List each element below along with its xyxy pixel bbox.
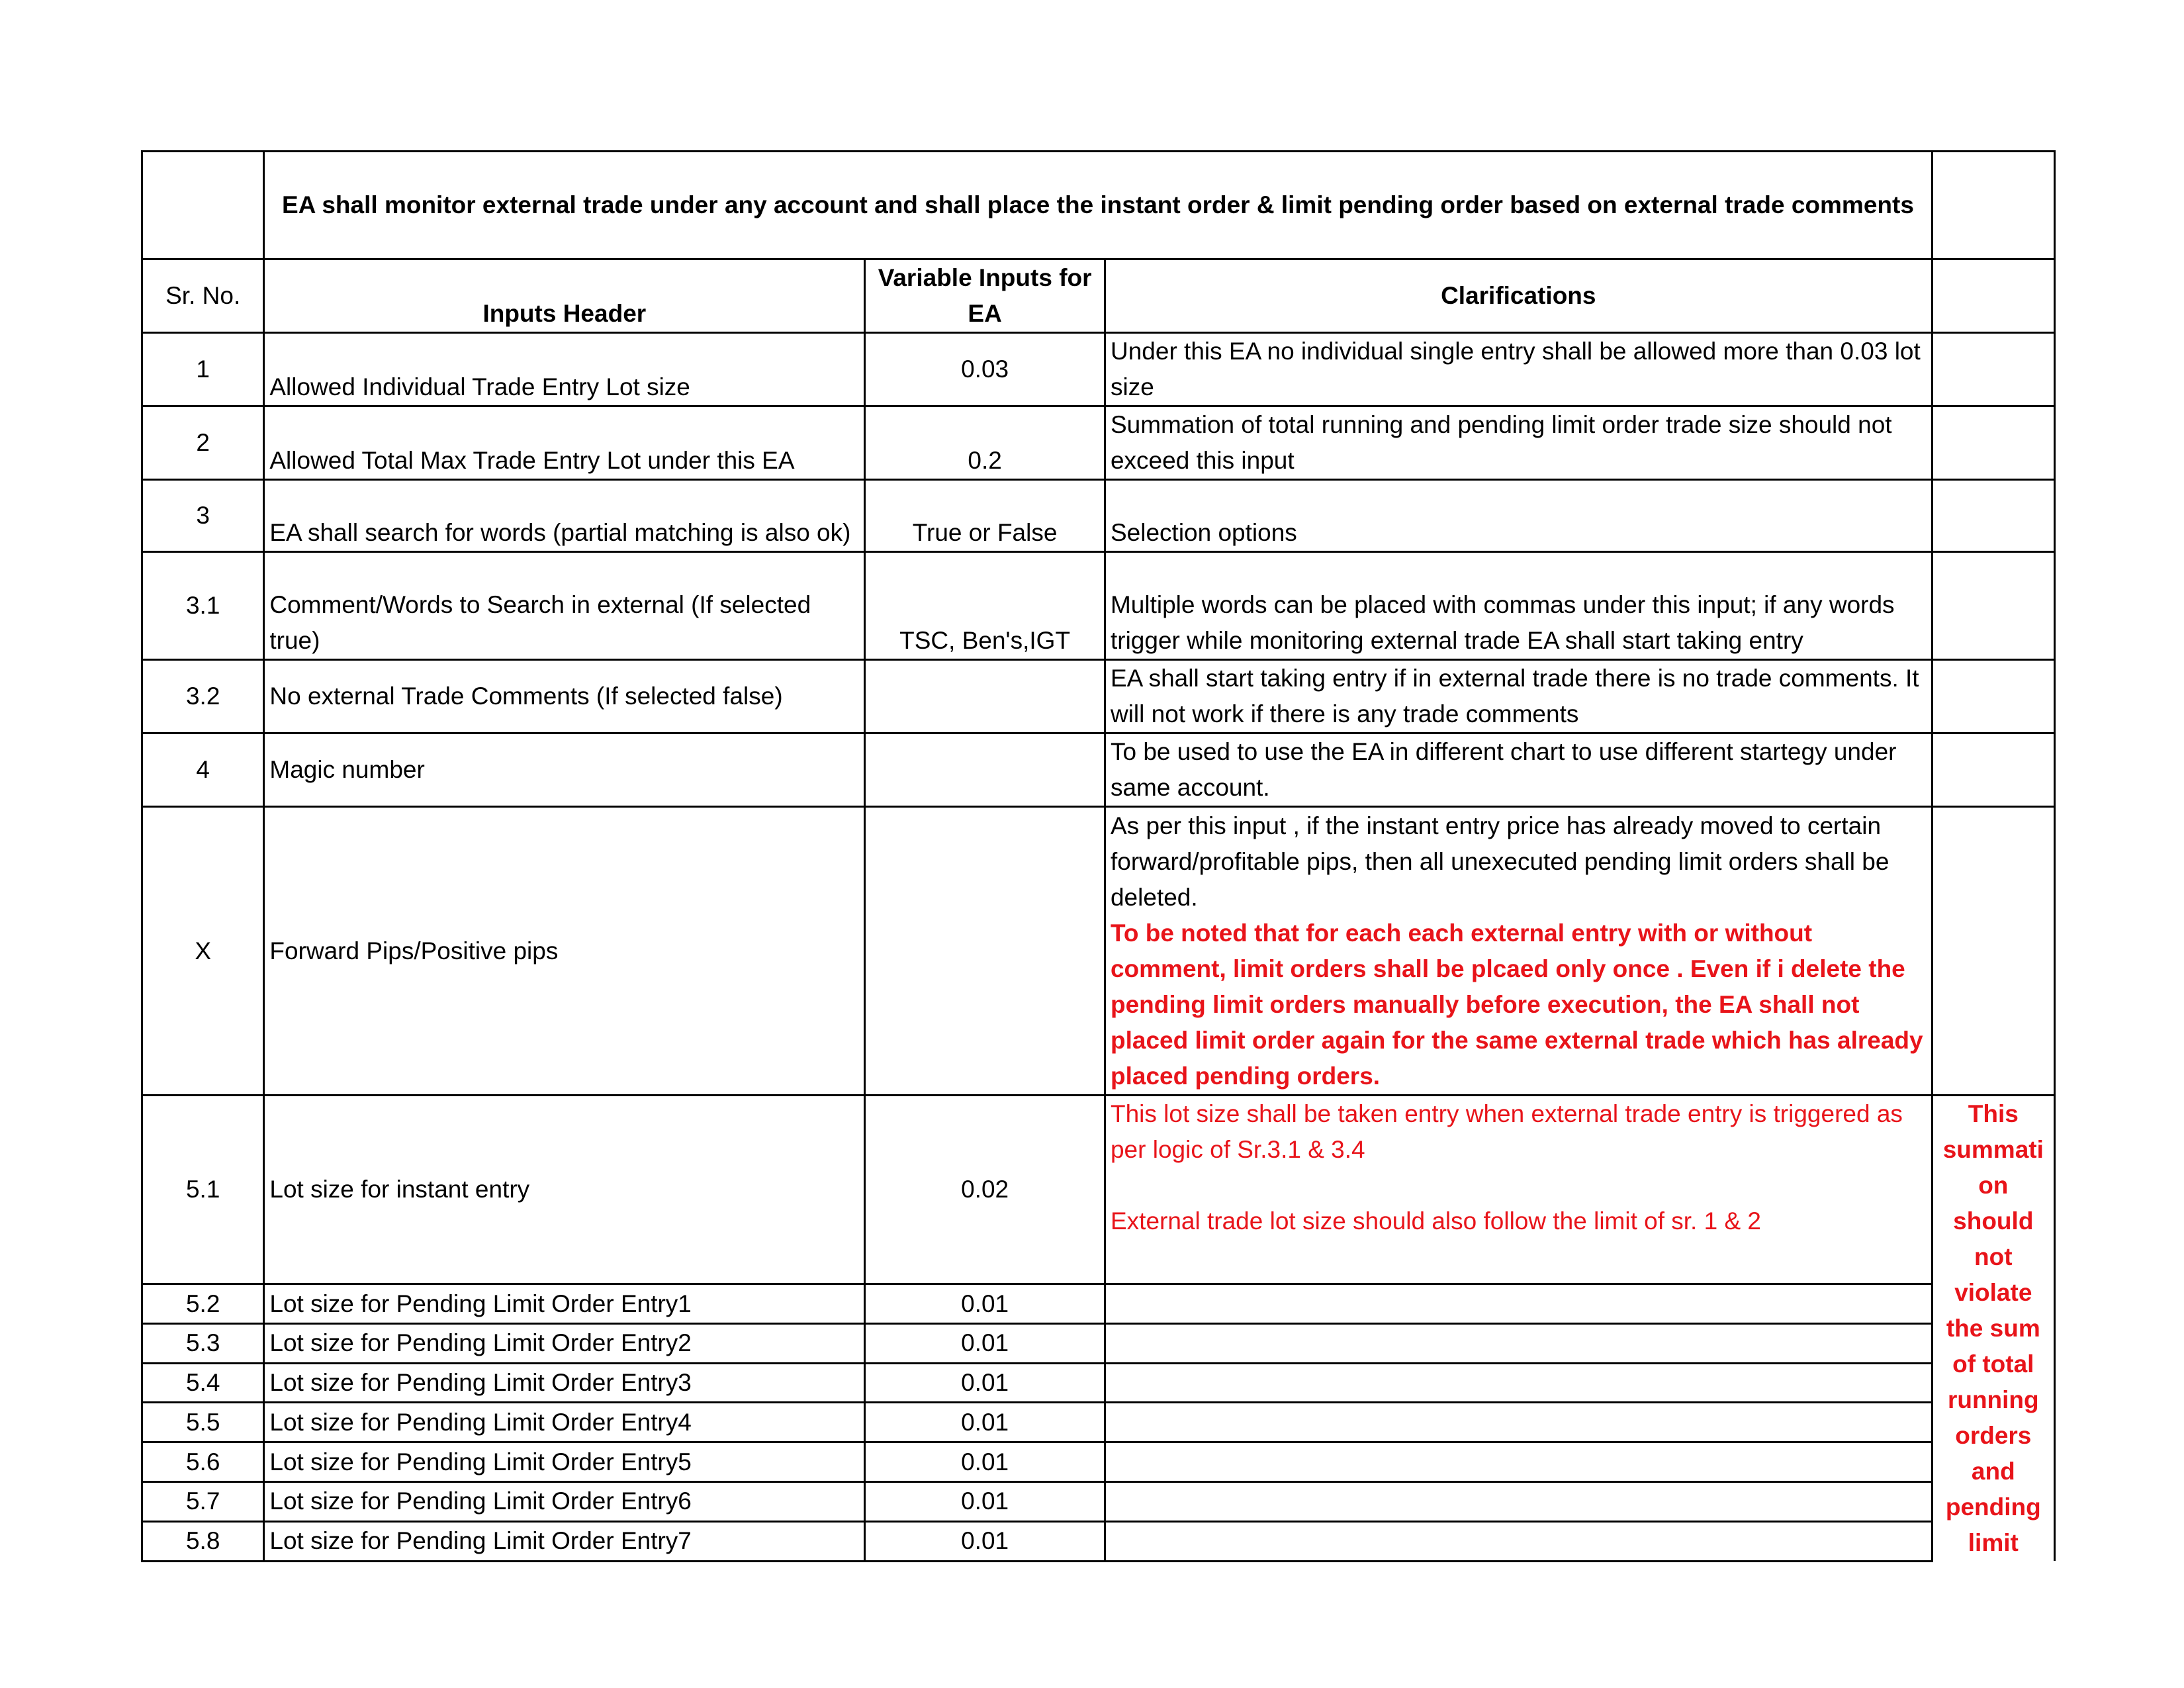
row-clarification: Under this EA no individual single entry shall be allowed more than 0.03 lot size	[1105, 333, 1932, 406]
row-value: True or False	[865, 480, 1105, 552]
side-note-line: This	[1968, 1100, 2019, 1127]
row-clarification: To be used to use the EA in different chart to use different startegy under same account.	[1105, 733, 1932, 807]
row-clarification	[1105, 1323, 1932, 1363]
row-side-cell	[1932, 406, 2054, 480]
row-value: 0.03	[865, 333, 1105, 406]
row-side-cell	[1932, 660, 2054, 733]
header-clarifications: Clarifications	[1105, 259, 1932, 333]
row-sr: 5.2	[142, 1284, 264, 1324]
clarification-text: External trade lot size should also follow the limit of sr. 1 & 2	[1110, 1207, 1762, 1235]
spacer	[1111, 1168, 1927, 1203]
row-side-cell	[1932, 480, 2054, 552]
header-inputs: Inputs Header	[264, 259, 865, 333]
row-input: Allowed Individual Trade Entry Lot size	[264, 333, 865, 406]
header-side-cell	[1932, 259, 2054, 333]
row-input: Allowed Total Max Trade Entry Lot under this EA	[264, 406, 865, 480]
row-sr: 5.3	[142, 1323, 264, 1363]
row-clarification	[1105, 1481, 1932, 1521]
table-row	[142, 552, 2055, 660]
side-note-line: on should	[1953, 1172, 2034, 1235]
side-note-cell	[1932, 1096, 2054, 1562]
row-sr: 3	[142, 480, 264, 552]
row-sr: 5.6	[142, 1442, 264, 1482]
row-clarification	[1105, 1096, 1932, 1284]
table-row	[142, 1363, 2055, 1403]
table-row	[142, 1096, 2055, 1284]
row-value: 0.01	[865, 1481, 1105, 1521]
side-note-line: the sum	[1946, 1315, 2040, 1342]
row-value: TSC, Ben's,IGT	[865, 552, 1105, 660]
row-input: Comment/Words to Search in external (If selected true)	[264, 552, 865, 660]
title-side-cell	[1932, 152, 2054, 259]
row-clarification	[1105, 1363, 1932, 1403]
side-note-line: of total	[1952, 1350, 2034, 1378]
row-input: Lot size for Pending Limit Order Entry2	[264, 1323, 865, 1363]
header-sr-no: Sr. No.	[142, 259, 264, 333]
row-input: Lot size for Pending Limit Order Entry1	[264, 1284, 865, 1324]
row-value	[865, 807, 1105, 1096]
row-clarification: Selection options	[1105, 480, 1932, 552]
table-row	[142, 733, 2055, 807]
row-sr: 4	[142, 733, 264, 807]
row-value	[865, 660, 1105, 733]
table-row	[142, 1403, 2055, 1442]
side-note-line: violate	[1954, 1279, 2032, 1306]
row-side-cell	[1932, 552, 2054, 660]
row-value: 0.2	[865, 406, 1105, 480]
row-input: Lot size for Pending Limit Order Entry4	[264, 1403, 865, 1442]
table-row	[142, 480, 2055, 552]
side-note-line: pending	[1945, 1493, 2041, 1521]
row-clarification	[1105, 1403, 1932, 1442]
row-input: Magic number	[264, 733, 865, 807]
row-sr: 5.8	[142, 1521, 264, 1561]
row-side-cell	[1932, 733, 2054, 807]
row-side-cell	[1932, 333, 2054, 406]
row-clarification: EA shall start taking entry if in external trade there is no trade comments. It will not work if there is any trade comments	[1105, 660, 1932, 733]
clarification-text: This lot size shall be taken entry when external trade entry is triggered as per logic of Sr.3.1 & 3.4	[1110, 1100, 1903, 1163]
table-row	[142, 660, 2055, 733]
table-row	[142, 1481, 2055, 1521]
row-value: 0.01	[865, 1521, 1105, 1561]
row-input: Lot size for Pending Limit Order Entry7	[264, 1521, 865, 1561]
row-input: Forward Pips/Positive pips	[264, 807, 865, 1096]
table-row	[142, 333, 2055, 406]
table-row	[142, 406, 2055, 480]
row-sr: X	[142, 807, 264, 1096]
header-variable-inputs: Variable Inputs for EA	[865, 259, 1105, 333]
row-input: Lot size for instant entry	[264, 1096, 865, 1284]
row-sr: 3.2	[142, 660, 264, 733]
row-clarification	[1105, 1284, 1932, 1324]
table-row	[142, 807, 2055, 1096]
row-value: 0.01	[865, 1363, 1105, 1403]
row-value	[865, 733, 1105, 807]
header-row	[142, 259, 2055, 333]
row-sr: 1	[142, 333, 264, 406]
title-row	[142, 152, 2055, 259]
row-clarification: Multiple words can be placed with commas under this input; if any words trigger while monitoring external trade EA shall start taking entry	[1105, 552, 1932, 660]
side-note-line: running	[1947, 1386, 2039, 1413]
table-title: EA shall monitor external trade under any account and shall place the instant order & limit pending order based on external trade comments	[264, 152, 1932, 259]
requirements-table	[141, 150, 2056, 1562]
row-input: No external Trade Comments (If selected false)	[264, 660, 865, 733]
row-sr: 2	[142, 406, 264, 480]
row-value: 0.02	[865, 1096, 1105, 1284]
side-note-line: and	[1971, 1458, 2015, 1485]
row-value: 0.01	[865, 1323, 1105, 1363]
table-row	[142, 1521, 2055, 1561]
row-value: 0.01	[865, 1284, 1105, 1324]
row-sr: 3.1	[142, 552, 264, 660]
row-sr: 5.1	[142, 1096, 264, 1284]
table-row	[142, 1323, 2055, 1363]
side-note-line: limit	[1968, 1529, 2019, 1556]
side-note-line: summati	[1942, 1136, 2044, 1163]
row-sr: 5.4	[142, 1363, 264, 1403]
side-note-line: orders	[1955, 1422, 2032, 1449]
row-clarification	[1105, 807, 1932, 1096]
row-side-cell	[1932, 807, 2054, 1096]
row-sr: 5.5	[142, 1403, 264, 1442]
row-clarification	[1105, 1521, 1932, 1561]
row-clarification	[1105, 1442, 1932, 1482]
clarification-text: As per this input , if the instant entry price has already moved to certain forward/profitable pips, then all unexecuted pending limit orders shall be deleted.	[1110, 812, 1889, 911]
row-value: 0.01	[865, 1442, 1105, 1482]
row-input: Lot size for Pending Limit Order Entry3	[264, 1363, 865, 1403]
table-row	[142, 1442, 2055, 1482]
clarification-note: To be noted that for each each external entry with or without comment, limit orders shall be plcaed only once . Even if i delete the pending limit orders manually before execution, the EA shall not placed limit order again for the same external trade which has already placed pending orders.	[1110, 919, 1923, 1090]
table-row	[142, 1284, 2055, 1324]
row-input: EA shall search for words (partial matching is also ok)	[264, 480, 865, 552]
side-note-line: not	[1974, 1243, 2013, 1270]
row-value: 0.01	[865, 1403, 1105, 1442]
row-sr: 5.7	[142, 1481, 264, 1521]
title-blank-cell	[142, 152, 264, 259]
row-input: Lot size for Pending Limit Order Entry6	[264, 1481, 865, 1521]
row-clarification: Summation of total running and pending limit order trade size should not exceed this input	[1105, 406, 1932, 480]
row-input: Lot size for Pending Limit Order Entry5	[264, 1442, 865, 1482]
